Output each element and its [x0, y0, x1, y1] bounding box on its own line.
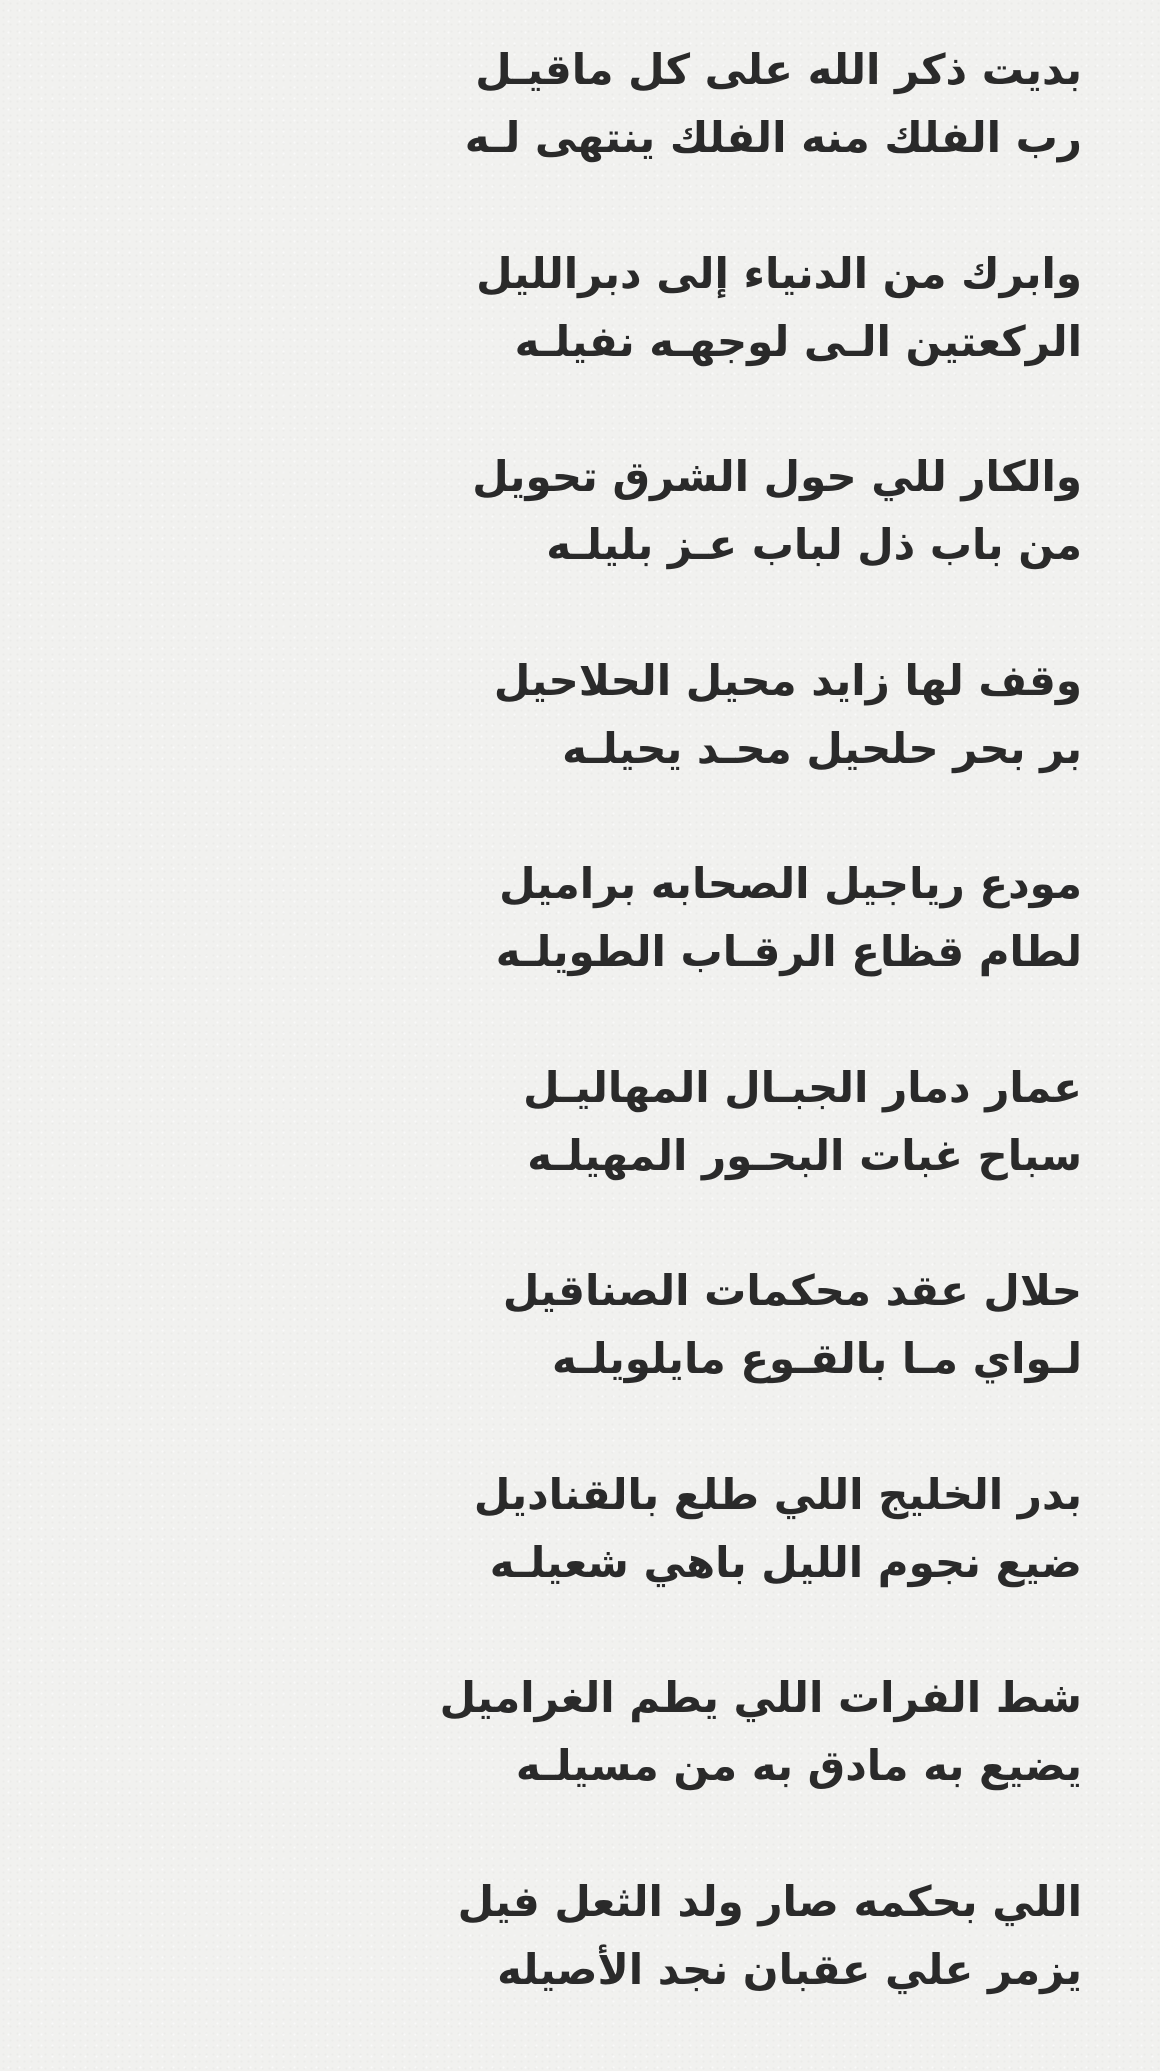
verse-line: حلال عقد محكمات الصناقيل: [322, 1257, 1082, 1325]
verse-line: الركعتين الـى لوجهـه نفيلـه: [322, 308, 1082, 376]
verse-line: والكار للي حول الشرق تحويل: [322, 443, 1082, 511]
stanza: [322, 1664, 1082, 1868]
poem: [322, 36, 1082, 2071]
verse-line: بدر الخليج اللي طلع بالقناديل: [322, 1461, 1082, 1529]
verse-line: مودع رياجيل الصحابه براميل: [322, 850, 1082, 918]
verse-line: لطام قظاع الرقـاب الطويلـه: [322, 918, 1082, 986]
verse-line: يضيع به مادق به من مسيلـه: [322, 1732, 1082, 1800]
verse-line: شط الفرات اللي يطم الغراميل: [322, 1664, 1082, 1732]
verse-line: وابرك من الدنياء إلى دبرالليل: [322, 240, 1082, 308]
verse-line: وقف لها زايد محيل الحلاحيل: [322, 647, 1082, 715]
verse-line: لـواي مـا بالقـوع مايلويلـه: [322, 1325, 1082, 1393]
verse-line: عمار دمار الجبـال المهاليـل: [322, 1054, 1082, 1122]
stanza: [322, 647, 1082, 851]
verse-line: ضيع نجوم الليل باهي شعيلـه: [322, 1529, 1082, 1597]
verse-line: رب الفلك منه الفلك ينتهى لـه: [322, 104, 1082, 172]
verse-line: سباح غبات البحـور المهيلـه: [322, 1122, 1082, 1190]
verse-line: من باب ذل لباب عـز بليلـه: [322, 511, 1082, 579]
stanza: [322, 443, 1082, 647]
verse-line: يزمر علي عقبان نجد الأصيله: [322, 1936, 1082, 2004]
stanza: [322, 36, 1082, 240]
stanza: [322, 850, 1082, 1054]
verse-line: بر بحر حلحيل محـد يحيلـه: [322, 715, 1082, 783]
stanza: [322, 1054, 1082, 1258]
verse-line: اللي بحكمه صار ولد الثعل فيل: [322, 1868, 1082, 1936]
stanza: [322, 1868, 1082, 2071]
verse-line: بديت ذكر الله على كل ماقيـل: [322, 36, 1082, 104]
stanza: [322, 1461, 1082, 1665]
stanza: [322, 240, 1082, 444]
stanza: [322, 1257, 1082, 1461]
